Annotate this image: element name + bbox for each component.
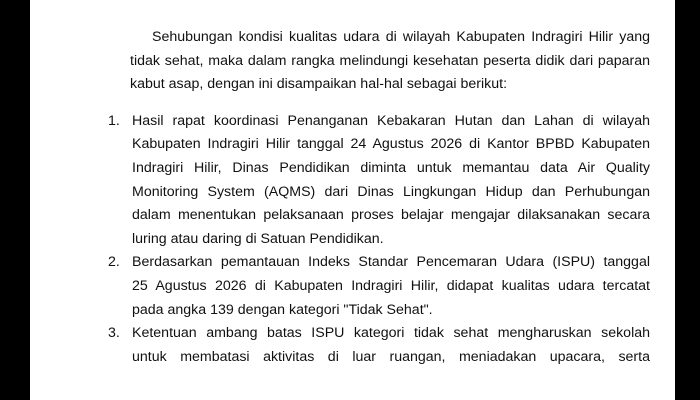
letter-body xyxy=(108,26,650,369)
list-item-line: untuk membatasi aktivitas di luar ruangan, meniadakan upacara, serta xyxy=(132,348,650,365)
list-item-line: 25 Agustus 2026 di Kabupaten Indragiri Hilir, didapat kualitas udara tercatat xyxy=(132,277,650,294)
list-item xyxy=(108,110,650,252)
list-item-text xyxy=(132,110,650,252)
list-item xyxy=(108,251,650,322)
list-item-text xyxy=(132,251,650,322)
list-item-line: pada angka 139 dengan kategori "Tidak Sehat". xyxy=(132,301,433,318)
list-item-line: Monitoring System (AQMS) dari Dinas Lingkungan Hidup dan Perhubungan xyxy=(132,183,650,200)
intro-paragraph xyxy=(108,26,650,97)
list-item-line: dalam menentukan pelaksanaan proses belajar mengajar dilaksanakan secara xyxy=(132,207,650,224)
list-item-line: luring atau daring di Satuan Pendidikan. xyxy=(132,230,384,247)
list-item-number: 2. xyxy=(108,254,120,271)
list-item-line: Indragiri Hilir, Dinas Pendidikan diminta untuk memantau data Air Quality xyxy=(132,159,650,176)
list-item xyxy=(108,322,650,369)
intro-line: tidak sehat, maka dalam rangka melindungi kesehatan peserta didik dari paparan xyxy=(130,52,650,69)
list-item-number: 3. xyxy=(108,325,120,342)
document-page xyxy=(30,0,675,400)
intro-line: kabut asap, dengan ini disampaikan hal-hal sebagai berikut: xyxy=(130,76,508,93)
list-item-number: 1. xyxy=(108,112,120,129)
list-item-line: Ketentuan ambang batas ISPU kategori tidak sehat mengharuskan sekolah xyxy=(132,325,650,342)
intro-line: Sehubungan kondisi kualitas udara di wilayah Kabupaten Indragiri Hilir yang xyxy=(152,29,650,45)
numbered-list xyxy=(108,110,650,370)
list-item-line: Hasil rapat koordinasi Penanganan Kebakaran Hutan dan Lahan di wilayah xyxy=(132,112,650,129)
list-item-text xyxy=(132,322,650,369)
list-item-line: Berdasarkan pemantauan Indeks Standar Pencemaran Udara (ISPU) tanggal xyxy=(132,254,650,271)
list-item-line: Kabupaten Indragiri Hilir tanggal 24 Agustus 2026 di Kantor BPBD Kabupaten xyxy=(132,136,650,153)
